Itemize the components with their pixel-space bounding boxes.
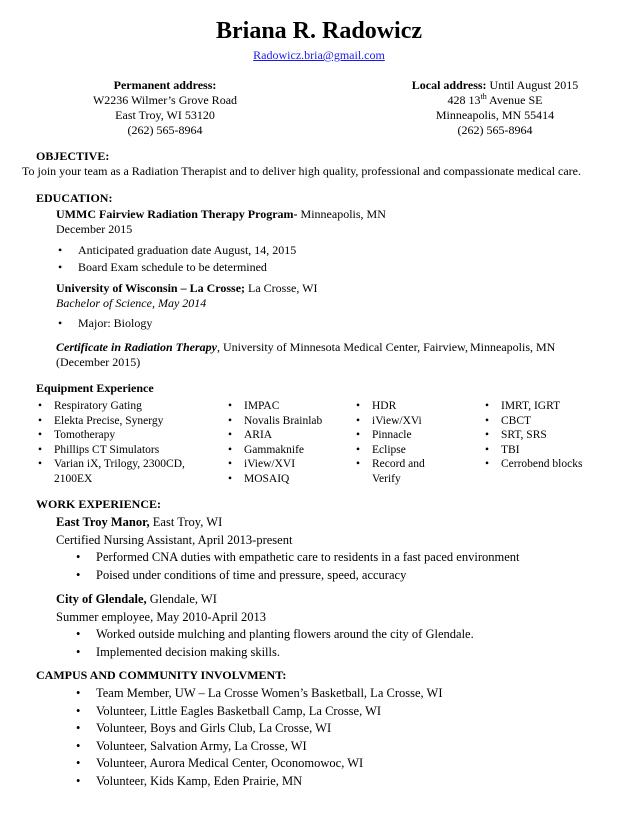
uw-bullets bbox=[56, 315, 616, 332]
list-item: • Novalis Brainlab bbox=[228, 414, 358, 429]
list-item: • Tomotherapy bbox=[38, 428, 208, 443]
local-address-line1 bbox=[380, 93, 610, 108]
list-item: • IMPAC bbox=[228, 399, 358, 414]
local-street-name: Avenue SE bbox=[486, 93, 543, 107]
list-item: • Volunteer, Boys and Girls Club, La Crosse, WI bbox=[74, 720, 614, 738]
job-east-troy bbox=[56, 514, 616, 584]
list-item: • Record and Verify bbox=[356, 457, 436, 486]
list-item: • Phillips CT Simulators bbox=[38, 443, 208, 458]
list-item: • Worked outside mulching and planting flowers around the city of Glendale. bbox=[74, 626, 616, 644]
job1-location: East Troy, WI bbox=[149, 515, 223, 529]
resume-name: Briana R. Radowicz bbox=[216, 18, 422, 44]
objective-heading: OBJECTIVE: bbox=[36, 149, 110, 163]
list-item: • Elekta Precise, Synergy bbox=[38, 414, 208, 429]
list-item: • ARIA bbox=[228, 428, 358, 443]
equipment-col-3 bbox=[356, 399, 436, 486]
certificate-title: Certificate in Radiation Therapy bbox=[56, 340, 217, 354]
local-street-number: 428 13 bbox=[447, 93, 481, 107]
list-item: • Anticipated graduation date August, 14, 2015 bbox=[56, 242, 616, 259]
list-item: • Performed CNA duties with empathetic care to residents in a fast paced environment bbox=[74, 549, 616, 567]
uw-title: University of Wisconsin – La Crosse; bbox=[56, 281, 246, 295]
list-item: • Poised under conditions of time and pressure, speed, accuracy bbox=[74, 567, 616, 585]
certificate-institution: , University of Minnesota Medical Center, Fairview, bbox=[217, 340, 469, 354]
list-item: • HDR bbox=[356, 399, 436, 414]
job2-employer: City of Glendale, bbox=[56, 592, 147, 606]
list-item: • Gammaknife bbox=[228, 443, 358, 458]
equipment-heading: Equipment Experience bbox=[36, 381, 154, 395]
permanent-address-line2: East Troy, WI 53120 bbox=[115, 108, 215, 122]
ummc-location: Minneapolis, MN bbox=[297, 207, 386, 221]
list-item: • MOSAIQ bbox=[228, 472, 358, 487]
email-line bbox=[0, 48, 638, 63]
local-phone: (262) 565-8964 bbox=[457, 123, 533, 137]
work-heading: WORK EXPERIENCE: bbox=[36, 497, 162, 511]
uw-degree: Bachelor of Science, May 2014 bbox=[56, 296, 207, 310]
list-item: • Pinnacle bbox=[356, 428, 436, 443]
list-item: • iView/XVi bbox=[356, 414, 436, 429]
list-item: • Varian iX, Trilogy, 2300CD, 2100EX bbox=[38, 457, 208, 486]
local-street-suffix: th bbox=[480, 92, 487, 101]
ummc-bullets bbox=[56, 242, 616, 276]
job2-role: Summer employee, May 2010-April 2013 bbox=[56, 609, 267, 624]
permanent-address-line1: W2236 Wilmer’s Grove Road bbox=[92, 93, 238, 107]
list-item: • IMRT, IGRT bbox=[485, 399, 625, 414]
local-address bbox=[380, 78, 610, 138]
certificate-date: (December 2015) bbox=[56, 355, 141, 369]
permanent-phone: (262) 565-8964 bbox=[127, 123, 203, 137]
list-item: • TBI bbox=[485, 443, 625, 458]
local-address-label: Local address: bbox=[411, 78, 487, 92]
education-ummc bbox=[56, 207, 616, 276]
job2-location: Glendale, WI bbox=[146, 592, 217, 606]
objective-text: To join your team as a Radiation Therapist and to deliver high quality, professional and compassionate medical care. bbox=[22, 164, 581, 178]
permanent-address-label: Permanent address: bbox=[113, 78, 217, 92]
list-item: • Volunteer, Aurora Medical Center, Oconomowoc, WI bbox=[74, 755, 614, 773]
list-item: • CBCT bbox=[485, 414, 625, 429]
uw-location: La Crosse, WI bbox=[245, 281, 318, 295]
job1-role: Certified Nursing Assistant, April 2013-present bbox=[56, 532, 293, 547]
education-uw bbox=[56, 281, 616, 332]
job1-bullets bbox=[74, 549, 616, 584]
certificate-location: Minneapolis, MN bbox=[470, 340, 556, 354]
education-heading: EDUCATION: bbox=[36, 191, 113, 205]
job1-employer: East Troy Manor, bbox=[56, 515, 150, 529]
list-item: • Major: Biology bbox=[56, 315, 616, 332]
list-item: • Eclipse bbox=[356, 443, 436, 458]
campus-list bbox=[74, 685, 614, 790]
ummc-program-title: UMMC Fairview Radiation Therapy Program- bbox=[56, 207, 298, 221]
list-item: • Respiratory Gating bbox=[38, 399, 208, 414]
list-item: • Cerrobend blocks bbox=[485, 457, 625, 472]
list-item: • Board Exam schedule to be determined bbox=[56, 259, 616, 276]
local-address-until: Until August 2015 bbox=[486, 78, 579, 92]
list-item: • Volunteer, Salvation Army, La Crosse, WI bbox=[74, 738, 614, 756]
equipment-col-4 bbox=[485, 399, 625, 472]
equipment-col-1 bbox=[38, 399, 208, 486]
list-item: • Volunteer, Little Eagles Basketball Camp, La Crosse, WI bbox=[74, 703, 614, 721]
local-address-line2: Minneapolis, MN 55414 bbox=[435, 108, 555, 122]
job-glendale bbox=[56, 591, 616, 661]
list-item: • Volunteer, Kids Kamp, Eden Prairie, MN bbox=[74, 773, 614, 791]
ummc-date: December 2015 bbox=[56, 222, 133, 236]
list-item: • Team Member, UW – La Crosse Women’s Basketball, La Crosse, WI bbox=[74, 685, 614, 703]
education-certificate bbox=[56, 340, 616, 370]
job2-bullets bbox=[74, 626, 616, 661]
list-item: • iView/XVI bbox=[228, 457, 358, 472]
list-item: • SRT, SRS bbox=[485, 428, 625, 443]
list-item: • Implemented decision making skills. bbox=[74, 644, 616, 662]
campus-heading: CAMPUS AND COMMUNITY INVOLVMENT: bbox=[36, 668, 287, 682]
email-link[interactable]: Radowicz.bria@gmail.com bbox=[253, 48, 385, 62]
permanent-address bbox=[60, 78, 270, 138]
equipment-col-2 bbox=[228, 399, 358, 486]
